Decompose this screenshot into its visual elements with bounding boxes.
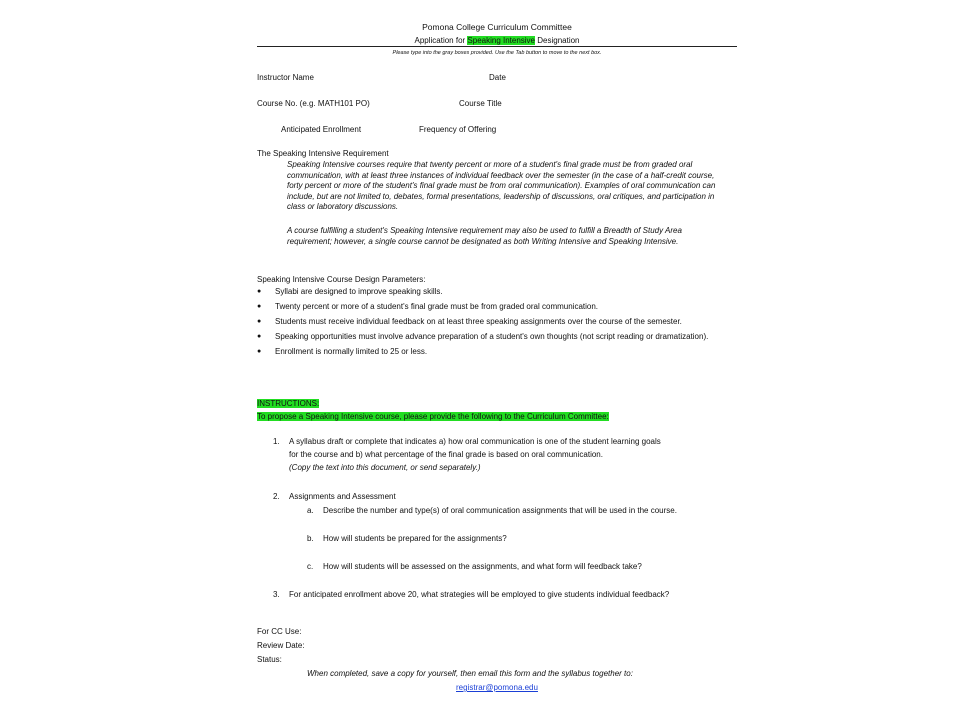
item-2a-text: Describe the number and type(s) of oral communication assignments that will be used in the course. [323, 506, 677, 515]
application-title-prefix: Application for [414, 36, 468, 45]
frequency-field[interactable] [537, 124, 577, 133]
application-title-suffix: Designation [535, 36, 580, 45]
enrollment-field[interactable] [403, 124, 415, 133]
requirement-heading: The Speaking Intensive Requirement [257, 149, 389, 158]
list-item: ● Enrollment is normally limited to 25 or less. [257, 346, 727, 358]
instructions-heading: INSTRUCTIONS: [257, 399, 320, 408]
status-label: Status: [257, 655, 282, 664]
item-1-note: (Copy the text into this document, or send separately.) [289, 463, 481, 472]
course-number-field[interactable] [407, 98, 437, 107]
enrollment-label: Anticipated Enrollment [281, 125, 362, 134]
parameters-heading: Speaking Intensive Course Design Parameters: [257, 275, 426, 284]
when-completed-note: When completed, save a copy for yourself, then email this form and the syllabus together to: [307, 669, 633, 678]
document-page [257, 18, 737, 718]
instructor-name-field[interactable] [352, 72, 402, 81]
committee-title: Pomona College Curriculum Committee [422, 22, 572, 32]
frequency-label: Frequency of Offering [419, 125, 497, 134]
item-2-text: Assignments and Assessment [289, 492, 396, 501]
list-item: ● Speaking opportunities must involve advance preparation of a student's own thoughts (not script reading or dramatization). [257, 331, 727, 343]
review-date-label: Review Date: [257, 641, 305, 650]
list-item: ● Students must receive individual feedback on at least three speaking assignments over the course of the semester. [257, 316, 727, 328]
requirement-paragraph-2: A course fulfilling a student's Speaking Intensive requirement may also be used to fulfill a Breadth of Study Area requirement; however, a single course cannot be designated as both Writing Intensive and Speaking Intensive. [287, 226, 682, 246]
item-1-number: 1. [273, 437, 280, 446]
instructor-name-label: Instructor Name [257, 73, 314, 82]
date-label: Date [489, 73, 506, 82]
parameters-list [257, 286, 727, 361]
item-2-number: 2. [273, 492, 280, 501]
requirement-paragraph-1: Speaking Intensive courses require that twenty percent or more of a student's final grade must be from graded oral communication, with at least three instances of individual feedback over the semester (in the case of a half-credit course, forty percent or more of the student's final grade must be from oral communication). Examples of oral communication can include, but are not limited to, debates, formal presentations, leadership of discussions, oral critiques, and participation in class or laboratory discussions. [287, 160, 716, 211]
item-2b-text: How will students be prepared for the assignments? [323, 534, 507, 543]
item-2c-letter: c. [307, 562, 314, 571]
for-cc-use-label: For CC Use: [257, 627, 302, 636]
title-divider [257, 46, 737, 47]
date-field[interactable] [525, 72, 565, 81]
item-3-number: 3. [273, 590, 280, 599]
instructions-intro: To propose a Speaking Intensive course, please provide the following to the Curriculum Committee: [257, 412, 609, 421]
item-1-line-2: for the course and b) what percentage of the final grade is based on oral communication. [289, 450, 603, 459]
item-3-text: For anticipated enrollment above 20, what strategies will be employed to give students individual feedback? [289, 590, 670, 599]
application-title [257, 35, 737, 46]
list-item: ● Syllabi are designed to improve speaking skills. [257, 286, 727, 298]
course-title-label: Course Title [459, 99, 502, 108]
form-instructions-subtitle: Please type into the gray boxes provided. Use the Tab button to move to the next box. [392, 50, 602, 56]
list-item: ● Twenty percent or more of a student's final grade must be from graded oral communication. [257, 301, 727, 313]
course-number-label: Course No. (e.g. MATH101 PO) [257, 99, 370, 108]
item-2a-letter: a. [307, 506, 314, 515]
item-1-line-1: A syllabus draft or complete that indicates a) how oral communication is one of the student learning goals [289, 437, 661, 446]
registrar-email-link[interactable]: registrar@pomona.edu [456, 683, 538, 692]
speaking-intensive-highlight: Speaking Intensive [467, 36, 536, 45]
item-2c-text: How will students will be assessed on the assignments, and what form will feedback take? [323, 562, 642, 571]
item-2b-letter: b. [307, 534, 314, 543]
course-title-field[interactable] [537, 98, 577, 107]
